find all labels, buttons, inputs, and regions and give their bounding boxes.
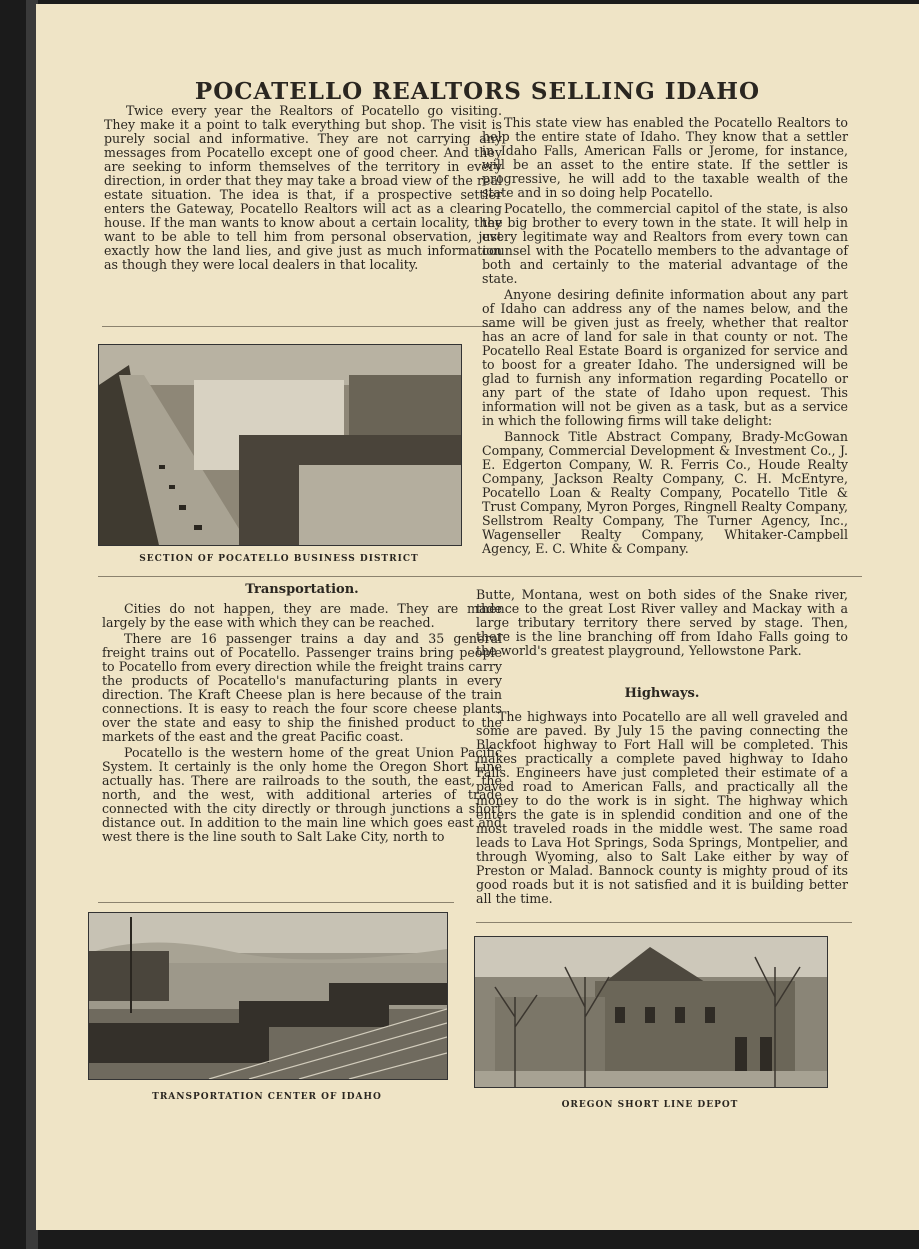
divider xyxy=(476,922,852,923)
highways-heading: Highways. xyxy=(624,686,700,701)
state-view-paragraph: This state view has enabled the Pocatello Realtors to help the entire state of Idaho. They know that a settler in Idaho Falls, American Falls or Jerome, for instance, will be an asset to the entire state. If the settler is progressive, he will add to the taxable wealth of the state and in so doing help Pocatello. xyxy=(482,115,848,200)
transportation-column xyxy=(102,602,502,844)
state-view-column xyxy=(482,116,848,556)
highways-column xyxy=(476,710,848,906)
business-district-caption: SECTION OF POCATELLO BUSINESS DISTRICT xyxy=(139,554,419,564)
transportation-center-caption: TRANSPORTATION CENTER OF IDAHO xyxy=(152,1092,382,1102)
intro-column xyxy=(104,104,502,272)
transportation-paragraph: Pocatello is the western home of the great Union Pacific System. It certainly is the only home the Oregon Short Line actually has. There are railroads to the south, the east, the north, and the west, with additional arteries of trade connected with the city directly or through junctions a short distance out. In addition to the main line which goes east and west there is the line south to Salt Lake City, north to xyxy=(102,745,502,844)
intro-paragraph: Twice every year the Realtors of Pocatello go visiting. They make it a point to talk everything but shop. The visit is purely social and informative. They are not carrying any messages from Pocatello except one of good cheer. And they are seeking to inform themselves of the territory in every direction, in order that they may take a broad view of the real estate situation. The idea is that, if a prospective settler enters the Gateway, Pocatello Realtors will act as a clearing house. If the man wants to know about a certain locality, they want to be able to tell him from personal observation, just exactly how the land lies, and give just as much information as though they were local dealers in that locality. xyxy=(104,103,502,272)
transportation-continued-column xyxy=(476,588,848,658)
commercial-capitol-paragraph: Pocatello, the commercial capitol of the state, is also the big brother to every town in the state. It will help in every legitimate way and Realtors from every town can counsel with the Pocatello members to the advantage of both and certainly to the material advantage of the state. xyxy=(482,201,848,286)
transportation-paragraph: Cities do not happen, they are made. They are made largely by the ease with which they can be reached. xyxy=(102,601,502,630)
divider xyxy=(98,902,454,903)
divider xyxy=(98,576,862,577)
highways-paragraph: The highways into Pocatello are all well graveled and some are paved. By July 15 the paving connecting the Blackfoot highway to Fort Hall will be completed. This makes practically a complete paved highway to Idaho Falls. Engineers have just completed their estimate of a paved road to American Falls, and practically all the money to do the work is in sight. The highway which enters the gate is in splendid condition and one of the most traveled roads in the middle west. The same road leads to Lava Hot Springs, Soda Springs, Montpelier, and through Wyoming, also to Salt Lake either by way of Preston or Malad. Bannock county is mighty proud of its good roads but it is not satisfied and it is building better all the time. xyxy=(476,709,848,906)
depot-photo xyxy=(474,936,828,1088)
divider xyxy=(102,326,504,327)
transportation-paragraph: There are 16 passenger trains a day and 35 general freight trains out of Pocatello. Passenger trains bring people to Pocatello from every direction while the freight trains carry the products of Pocatello's manufacturing plants in every direction. The Kraft Cheese plan is here because of the train connections. It is easy to reach the four score cheese plants over the state and easy to ship the finished product to the markets of the east and the great Pacific coast. xyxy=(102,631,502,744)
document-page xyxy=(36,4,919,1230)
information-paragraph: Anyone desiring definite information about any part of Idaho can address any of the names below, and the same will be given just as freely, whether that realtor has an acre of land for sale in that county or not. The Pocatello Real Estate Board is organized for service and to boost for a greater Idaho. The undersigned will be glad to furnish any information regarding Pocatello or any part of the state of Idaho upon request. This information will not be given as a task, but as a service in which the following firms will take delight: xyxy=(482,287,848,428)
transportation-heading: Transportation. xyxy=(245,582,359,597)
business-district-photo xyxy=(98,344,462,546)
transportation-center-photo xyxy=(88,912,448,1080)
depot-caption: OREGON SHORT LINE DEPOT xyxy=(561,1100,739,1110)
page-title: POCATELLO REALTORS SELLING IDAHO xyxy=(194,78,761,105)
firms-list-paragraph: Bannock Title Abstract Company, Brady-McGowan Company, Commercial Development & Investment Co., J. E. Edgerton Company, W. R. Ferris Co., Houde Realty Company, Jackson Realty Company, C. H. McEntyre, Pocatello Loan & Realty Company, Pocatello Title & Trust Company, Myron Porges, Ringnell Realty Company, Sellstrom Realty Company, The Turner Agency, Inc., Wagenseller Realty Company, Whitaker-Campbell Agency, E. C. White & Company. xyxy=(482,429,848,556)
transportation-continued-paragraph: Butte, Montana, west on both sides of the Snake river, thence to the great Lost River valley and Mackay with a large tributary territory there served by stage. Then, there is the line branching off from Idaho Falls going to the world's greatest playground, Yellowstone Park. xyxy=(476,587,848,658)
